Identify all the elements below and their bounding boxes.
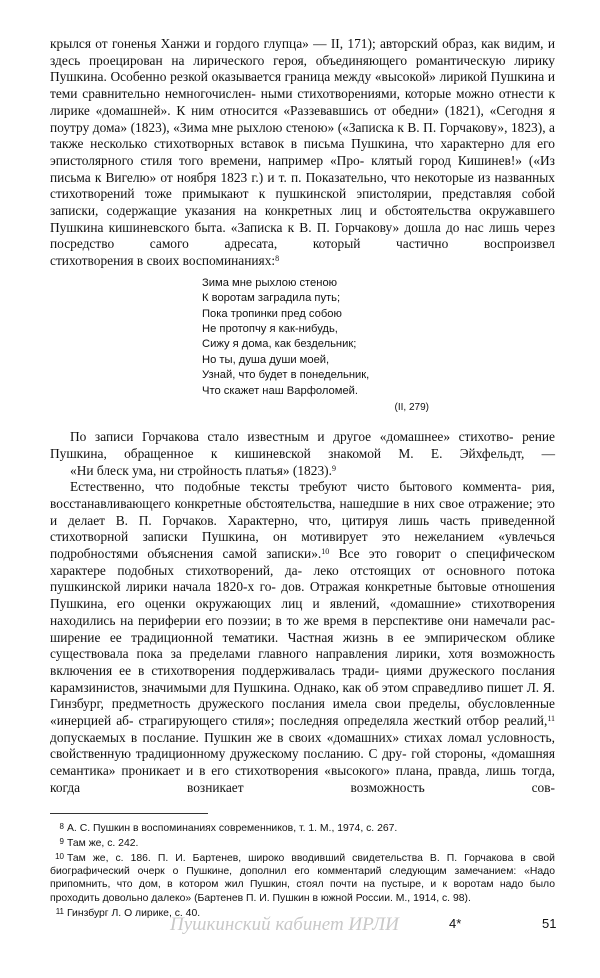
paragraph-3-line: дов. Отражая конкретные бытовые отношения Пушкина, его оценки <box>50 579 555 612</box>
paragraph-1-line: между «высокой» лирикой Пушкина и теми сравнительно немногочислен- <box>50 69 556 102</box>
poem-line: К воротам заградила путь; <box>202 292 341 305</box>
footnote-number: 9 <box>59 836 64 846</box>
paragraph-3 <box>50 479 555 796</box>
poem-quote <box>202 276 555 399</box>
footnote-number: 8 <box>59 821 64 831</box>
poem-line: Но ты, душа души моей, <box>202 353 330 366</box>
paragraph-1-line: Пушкина кишиневского быта. «Записка к В. П. Горчакову» дошла до нас <box>50 219 484 235</box>
paragraph-3-line: гой стороны, «домашняя семантика» проникает и в его стихотворения <box>50 746 555 779</box>
footnote-text: Гинзбург Л. О лирике, с. 40. <box>67 907 201 919</box>
footnote-number: 10 <box>55 851 64 861</box>
paragraph-1-line: и т. п. Показательно, что некоторые из названных стихотворений тоже <box>50 169 555 202</box>
paragraph-1-line: 1823), а также несколько стихотворных вставок в письма Пушкина, что <box>50 119 555 152</box>
footnote-10 <box>50 850 555 905</box>
paragraph-3-line: «высокого» плана, правда, лишь тогда, когда возникает возможность сов- <box>50 763 555 795</box>
paragraph-3-line: условность, свойственную традиционному дружескому посланию. С дру- <box>50 729 555 762</box>
paragraph-1-line: лишь через посредство самого адресата, который частично воспроизвел <box>50 219 555 252</box>
paragraph-3-line: свое отражение; это и делает В. П. Горчаков. Характерно, что, цитируя <box>50 495 555 528</box>
page-body <box>50 36 555 920</box>
poem-line: Сижу я дома, как бездельник; <box>202 338 357 351</box>
paragraph-2 <box>50 429 555 479</box>
footnote-8 <box>50 820 555 835</box>
paragraph-1-last-text: стихотворения в своих воспоминаниях: <box>50 253 276 269</box>
footnote-number: 11 <box>55 906 64 916</box>
paragraph-3-line: страгирующего стиля»; последняя определяла жесткий отбор реалий, <box>138 713 548 729</box>
paragraph-1 <box>50 36 555 270</box>
paragraph-3-line: хотя возможность включения ее в стихотворения поддерживалась тради- <box>50 646 555 678</box>
paragraph-3-line: допускаемых в послание. Пушкин же в своих «домашних» стихах ломал <box>50 729 482 745</box>
paragraph-1-line: примыкают к пушкинской эпистолярии, представляя собой записки, <box>50 186 556 219</box>
footnote-ref-9: 9 <box>331 463 336 473</box>
paragraph-3-line: циями дружеского послания карамзинистов, значимыми для Пушкина. <box>50 662 555 695</box>
footnote-9 <box>50 835 555 850</box>
paragraph-3-line: дружеского послания имела свои пределы, обусловленные «инерцией аб- <box>50 696 555 729</box>
page-number: 51 <box>542 916 557 931</box>
paragraph-1-line: крылся от гоненья Ханжи и гордого глупца» — II, 171); авторский образ, <box>50 36 477 51</box>
paragraph-2-last-line <box>50 463 555 480</box>
footnote-ref-11: 11 <box>547 714 556 724</box>
paragraph-3-line: Однако, как об этом справедливо пишет Л. Я. Гинзбург, предметность <box>50 679 555 712</box>
footnote-ref-10: 10 <box>321 547 330 557</box>
poem-reference: (II, 279) <box>394 402 429 414</box>
paragraph-3-line: рия, восстанавливающего конкретные обстоятельства, нашедшие в них <box>50 479 555 511</box>
paragraph-3-line: Естественно, что подобные тексты требуют чисто бытового коммента- <box>70 479 522 495</box>
paragraph-1-line: романтическую лирику Пушкина. Особенно резкой оказывается граница <box>50 52 555 85</box>
footnote-divider <box>50 813 208 814</box>
paragraph-1-line: ными стихотворениями, которые можно отнести к лирике «домашней». <box>50 86 555 118</box>
paragraph-3-line: Все это говорит о специфическом характере подобных стихотворений, да- <box>50 546 555 578</box>
footnote-text: Там же, с. 186. П. И. Бартенев, широко вводивший свидетельства В. П. Горчакова в свой биографический очерк о Пушкине, дополнил его комментарий следующим замечанием: «Надо припомнить, что дом, в котором жил Пушкин, стоял почти на пустыре, и к воротам надо было проходить довольно далеко» (Бартенев П. И. Пушкин в южной России. М., 1914, с. 98). <box>50 852 555 904</box>
paragraph-2-last-text: «Ни блеск ума, ни стройность платья» (1823). <box>70 462 332 478</box>
paragraph-2-line: рение Пушкина, обращенное к кишиневской знакомой М. Е. Эйхфельдт, — <box>50 429 555 461</box>
poem-line: Что скажет наш Варфоломей. <box>202 384 359 397</box>
footnote-text: Там же, с. 242. <box>67 837 139 849</box>
paragraph-3-line: лишь часть приведенной стихотворной записки Пушкина, он мотивирует <box>50 512 556 545</box>
paragraph-1-line: дома» (1823), «Зима мне рыхлою стеною» («Записка к В. П. Горчакову», <box>92 119 508 135</box>
paragraph-1-line: характерно для его эпистолярного стиля того времени, например «Про- <box>50 136 555 168</box>
paragraph-2-line: По записи Горчакова стало известным и другое «домашнее» стихотво- <box>70 429 514 445</box>
footnote-ref-8: 8 <box>275 254 280 264</box>
poem-line: Узнай, что будет в понедельник, <box>202 369 370 382</box>
watermark: Пушкинский кабинет ИРЛИ <box>170 914 399 935</box>
paragraph-3-line: это нежеланием «увлечься подробностями объяснения самой записки». <box>50 529 556 562</box>
page-footer <box>0 912 600 942</box>
poem-line: Зима мне рыхлою стеною <box>202 276 338 289</box>
paragraph-1-line: клятый город Кишинев!» («Из письма к Вигелю» от ноября 1823 г.) <box>50 152 555 185</box>
paragraph-1-line: К ним относится «Раззевавшись от обедни» (1821), «Сегодня я поутру <box>50 102 555 135</box>
poem-line: Не протопчу я как-нибудь, <box>202 323 338 336</box>
paragraph-3-line: леко отстоящих от основного потока пушкинской лирики начала 1820-х го- <box>50 562 555 595</box>
paragraph-3-line: облике существовала пока за пределами главного направления лирики, <box>50 629 555 662</box>
paragraph-1-line: как видим, и здесь проецирован на лирического героя, объединяющего <box>50 36 555 68</box>
paragraph-3-line: ширение ее традиционной тематики. Частная жизнь в ее эмпирическом <box>50 629 507 645</box>
paragraph-3-line: окружающих лиц и явлений, «домашние» стихотворения находились на <box>50 596 555 628</box>
paragraph-3-line: периферии его поэзии; в то же время в перспективе они намечали рас- <box>137 612 555 628</box>
paragraph-1-line: содержащие указания на конкретных лиц и обстоятельства окружавшего <box>106 203 555 219</box>
footnote-text: А. С. Пушкин в воспоминаниях современников, т. 1. М., 1974, с. 267. <box>67 822 398 834</box>
poem-line: Пока тропинки пред собою <box>202 307 342 320</box>
paragraph-1-last-line <box>50 253 555 270</box>
signature-mark: 4* <box>449 916 462 931</box>
